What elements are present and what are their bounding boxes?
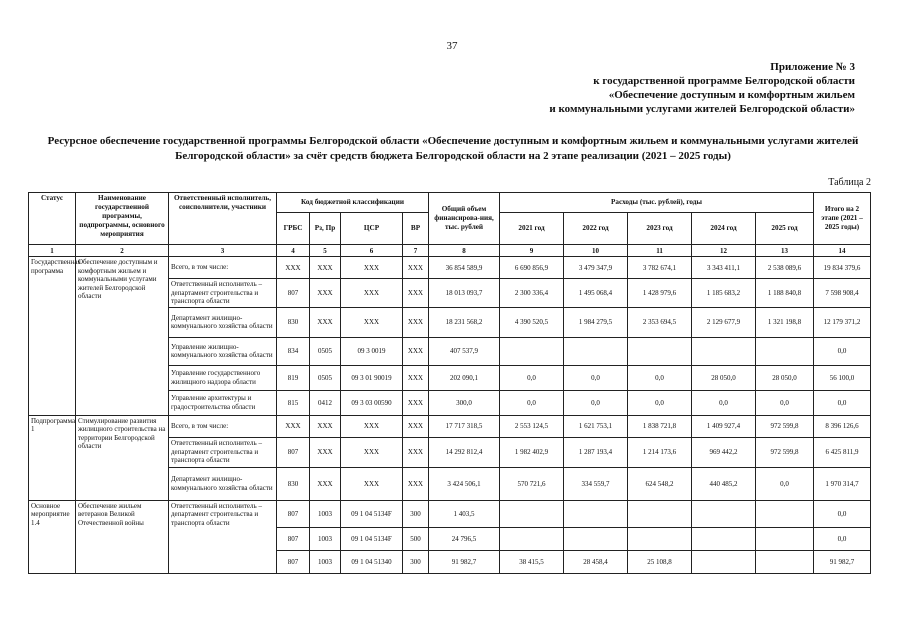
year-2023-cell: 2 353 694,5 — [628, 307, 692, 337]
appendix-line: Приложение № 3 — [770, 61, 855, 73]
rzpr-cell: 1003 — [310, 500, 341, 527]
column-number: 9 — [500, 245, 564, 257]
csr-cell: ХХХ — [341, 257, 403, 279]
grbs-cell: 807 — [277, 550, 310, 573]
vr-cell: ХХХ — [403, 307, 429, 337]
year-2025-cell — [756, 527, 814, 550]
rzpr-cell: ХХХ — [310, 307, 341, 337]
column-number: 8 — [429, 245, 500, 257]
column-number: 10 — [564, 245, 628, 257]
year-2024-cell: 2 129 677,9 — [692, 307, 756, 337]
year-2021-cell — [500, 500, 564, 527]
table-label: Таблица 2 — [828, 177, 871, 188]
column-number: 7 — [403, 245, 429, 257]
executor-cell: Управление архитектуры и градостроительства области — [169, 390, 277, 415]
grbs-cell: 834 — [277, 337, 310, 365]
header-vr: ВР — [403, 213, 429, 245]
column-number: 3 — [169, 245, 277, 257]
executor-cell: Департамент жилищно-коммунального хозяйства области — [169, 307, 277, 337]
rzpr-cell: 1003 — [310, 527, 341, 550]
year-2021-cell — [500, 337, 564, 365]
grbs-cell: 815 — [277, 390, 310, 415]
itogo-cell: 56 100,0 — [814, 365, 871, 390]
year-2023-cell — [628, 527, 692, 550]
program-name-cell: Обеспечение доступным и комфортным жильем и коммунальными услугами жителей Белгородской области — [76, 257, 169, 416]
total-cell: 91 982,7 — [429, 550, 500, 573]
vr-cell: ХХХ — [403, 279, 429, 308]
itogo-cell: 0,0 — [814, 527, 871, 550]
header-year-2021: 2021 год — [500, 213, 564, 245]
grbs-cell: 807 — [277, 279, 310, 308]
total-cell: 300,0 — [429, 390, 500, 415]
csr-cell: ХХХ — [341, 467, 403, 500]
header-year-2023: 2023 год — [628, 213, 692, 245]
header-rzpr: Рз, Пр — [310, 213, 341, 245]
total-cell: 18 231 568,2 — [429, 307, 500, 337]
csr-cell: ХХХ — [341, 307, 403, 337]
column-number: 6 — [341, 245, 403, 257]
rzpr-cell: 0505 — [310, 365, 341, 390]
header-grbs: ГРБС — [277, 213, 310, 245]
year-2024-cell: 1 409 927,4 — [692, 415, 756, 437]
itogo-cell: 0,0 — [814, 390, 871, 415]
year-2025-cell: 0,0 — [756, 467, 814, 500]
itogo-cell: 6 425 811,9 — [814, 437, 871, 467]
executor-cell: Ответственный исполнитель – департамент строительства и транспорта области — [169, 437, 277, 467]
rzpr-cell: ХХХ — [310, 279, 341, 308]
executor-cell: Управление государственного жилищного надзора области — [169, 365, 277, 390]
grbs-cell: 830 — [277, 307, 310, 337]
year-2024-cell: 440 485,2 — [692, 467, 756, 500]
header-year-2024: 2024 год — [692, 213, 756, 245]
year-2021-cell: 38 415,5 — [500, 550, 564, 573]
vr-cell: ХХХ — [403, 257, 429, 279]
year-2024-cell — [692, 527, 756, 550]
year-2022-cell: 3 479 347,9 — [564, 257, 628, 279]
total-cell: 14 292 812,4 — [429, 437, 500, 467]
total-cell: 24 796,5 — [429, 527, 500, 550]
header-year-2022: 2022 год — [564, 213, 628, 245]
year-2021-cell: 2 300 336,4 — [500, 279, 564, 308]
total-cell: 407 537,9 — [429, 337, 500, 365]
executor-cell: Ответственный исполнитель – департамент строительства и транспорта области — [169, 500, 277, 573]
year-2025-cell: 1 321 198,8 — [756, 307, 814, 337]
year-2024-cell: 3 343 411,1 — [692, 257, 756, 279]
year-2024-cell: 0,0 — [692, 390, 756, 415]
rzpr-cell: ХХХ — [310, 415, 341, 437]
year-2022-cell: 1 621 753,1 — [564, 415, 628, 437]
year-2023-cell: 25 108,8 — [628, 550, 692, 573]
year-2021-cell — [500, 527, 564, 550]
year-2024-cell — [692, 550, 756, 573]
rzpr-cell: 1003 — [310, 550, 341, 573]
csr-cell: 09 1 04 5134F — [341, 500, 403, 527]
appendix-line: «Обеспечение доступным и комфортным жильем — [608, 89, 855, 101]
grbs-cell: 807 — [277, 527, 310, 550]
year-2023-cell: 0,0 — [628, 390, 692, 415]
year-2022-cell — [564, 337, 628, 365]
rzpr-cell: 0412 — [310, 390, 341, 415]
year-2021-cell: 2 553 124,5 — [500, 415, 564, 437]
total-cell: 36 854 589,9 — [429, 257, 500, 279]
year-2022-cell: 0,0 — [564, 390, 628, 415]
csr-cell: ХХХ — [341, 279, 403, 308]
year-2022-cell: 0,0 — [564, 365, 628, 390]
header-year-2025: 2025 год — [756, 213, 814, 245]
year-2022-cell: 28 458,4 — [564, 550, 628, 573]
title-line: Ресурсное обеспечение государственной программы Белгородской области «Обеспечение доступным и комфортным жильем и коммунальными услугами жителей — [47, 135, 859, 147]
itogo-cell: 7 598 908,4 — [814, 279, 871, 308]
column-number: 4 — [277, 245, 310, 257]
column-number: 13 — [756, 245, 814, 257]
itogo-cell: 0,0 — [814, 337, 871, 365]
itogo-cell: 1 970 314,7 — [814, 467, 871, 500]
vr-cell: 500 — [403, 527, 429, 550]
grbs-cell: 830 — [277, 467, 310, 500]
total-cell: 1 403,5 — [429, 500, 500, 527]
column-number-row — [29, 245, 871, 257]
vr-cell: ХХХ — [403, 365, 429, 390]
appendix-line: и коммунальными услугами жителей Белгородской области» — [549, 103, 855, 115]
year-2021-cell: 6 690 856,9 — [500, 257, 564, 279]
csr-cell: 09 3 0019 — [341, 337, 403, 365]
header-status: Статус — [29, 193, 76, 245]
header-budget-code: Код бюджетной классификации — [277, 193, 429, 213]
table-row — [29, 415, 871, 437]
year-2023-cell — [628, 500, 692, 527]
year-2025-cell: 2 538 089,6 — [756, 257, 814, 279]
header-csr: ЦСР — [341, 213, 403, 245]
csr-cell: ХХХ — [341, 415, 403, 437]
year-2023-cell: 3 782 674,1 — [628, 257, 692, 279]
vr-cell: ХХХ — [403, 437, 429, 467]
vr-cell: ХХХ — [403, 390, 429, 415]
year-2022-cell: 1 495 068,4 — [564, 279, 628, 308]
year-2023-cell: 624 548,2 — [628, 467, 692, 500]
executor-cell: Всего, в том числе: — [169, 257, 277, 279]
year-2022-cell: 1 287 193,4 — [564, 437, 628, 467]
year-2024-cell: 1 185 683,2 — [692, 279, 756, 308]
column-number: 2 — [76, 245, 169, 257]
column-number: 1 — [29, 245, 76, 257]
executor-cell: Департамент жилищно-коммунального хозяйства области — [169, 467, 277, 500]
vr-cell: ХХХ — [403, 467, 429, 500]
csr-cell: 09 1 04 5134F — [341, 527, 403, 550]
total-cell: 18 013 093,7 — [429, 279, 500, 308]
vr-cell: ХХХ — [403, 415, 429, 437]
rzpr-cell: ХХХ — [310, 437, 341, 467]
resource-table — [28, 192, 871, 574]
total-cell: 202 090,1 — [429, 365, 500, 390]
page-number: 37 — [446, 40, 458, 52]
itogo-cell: 12 179 371,2 — [814, 307, 871, 337]
grbs-cell: 807 — [277, 437, 310, 467]
header-expenses: Расходы (тыс. рублей), годы — [500, 193, 814, 213]
year-2025-cell: 972 599,8 — [756, 415, 814, 437]
csr-cell: 09 3 01 90019 — [341, 365, 403, 390]
year-2023-cell: 0,0 — [628, 365, 692, 390]
table-row — [29, 257, 871, 279]
title-line: Белгородской области» за счёт средств бюджета Белгородской области на 2 этапе реализации (2021 – 2025 годы) — [175, 150, 731, 162]
grbs-cell: 807 — [277, 500, 310, 527]
table-row — [29, 500, 871, 527]
year-2025-cell: 1 188 840,8 — [756, 279, 814, 308]
year-2022-cell: 1 984 279,5 — [564, 307, 628, 337]
grbs-cell: ХХХ — [277, 415, 310, 437]
header-total: Общий объем финансирова-ния, тыс. рублей — [429, 193, 500, 245]
year-2024-cell: 969 442,2 — [692, 437, 756, 467]
year-2024-cell — [692, 500, 756, 527]
year-2025-cell: 28 050,0 — [756, 365, 814, 390]
status-cell: Подпрограмма 1 — [29, 415, 76, 500]
year-2023-cell: 1 214 173,6 — [628, 437, 692, 467]
header-itogo: Итого на 2 этапе (2021 – 2025 годы) — [814, 193, 871, 245]
year-2022-cell: 334 559,7 — [564, 467, 628, 500]
year-2021-cell: 4 390 520,5 — [500, 307, 564, 337]
year-2025-cell: 972 599,8 — [756, 437, 814, 467]
header-executor: Ответственный исполнитель, соисполнители, участники — [169, 193, 277, 245]
executor-cell: Ответственный исполнитель – департамент строительства и транспорта области — [169, 279, 277, 308]
year-2024-cell: 28 050,0 — [692, 365, 756, 390]
itogo-cell: 91 982,7 — [814, 550, 871, 573]
rzpr-cell: 0505 — [310, 337, 341, 365]
year-2021-cell: 1 982 402,9 — [500, 437, 564, 467]
vr-cell: 300 — [403, 550, 429, 573]
itogo-cell: 0,0 — [814, 500, 871, 527]
itogo-cell: 19 834 379,6 — [814, 257, 871, 279]
program-name-cell: Обеспечение жильем ветеранов Великой Отечественной войны — [76, 500, 169, 573]
column-number: 11 — [628, 245, 692, 257]
rzpr-cell: ХХХ — [310, 257, 341, 279]
csr-cell: 09 3 03 00590 — [341, 390, 403, 415]
total-cell: 3 424 506,1 — [429, 467, 500, 500]
status-cell: Основное мероприятие 1.4 — [29, 500, 76, 573]
vr-cell: ХХХ — [403, 337, 429, 365]
year-2021-cell: 0,0 — [500, 390, 564, 415]
csr-cell: ХХХ — [341, 437, 403, 467]
csr-cell: 09 1 04 51340 — [341, 550, 403, 573]
status-cell: Государственная программа — [29, 257, 76, 416]
grbs-cell: ХХХ — [277, 257, 310, 279]
year-2025-cell: 0,0 — [756, 390, 814, 415]
year-2023-cell: 1 838 721,8 — [628, 415, 692, 437]
executor-cell: Всего, в том числе: — [169, 415, 277, 437]
column-number: 12 — [692, 245, 756, 257]
header-name: Наименование государственной программы, подпрограммы, основного мероприятия — [76, 193, 169, 245]
year-2022-cell — [564, 500, 628, 527]
year-2025-cell — [756, 337, 814, 365]
year-2025-cell — [756, 500, 814, 527]
column-number: 5 — [310, 245, 341, 257]
year-2025-cell — [756, 550, 814, 573]
executor-cell: Управление жилищно-коммунального хозяйства области — [169, 337, 277, 365]
program-name-cell: Стимулирование развития жилищного строительства на территории Белгородской области — [76, 415, 169, 500]
rzpr-cell: ХХХ — [310, 467, 341, 500]
grbs-cell: 819 — [277, 365, 310, 390]
column-number: 14 — [814, 245, 871, 257]
appendix-header — [435, 60, 855, 116]
year-2023-cell — [628, 337, 692, 365]
total-cell: 17 717 318,5 — [429, 415, 500, 437]
document-title — [28, 134, 878, 164]
year-2021-cell: 570 721,6 — [500, 467, 564, 500]
vr-cell: 300 — [403, 500, 429, 527]
appendix-line: к государственной программе Белгородской области — [593, 75, 855, 87]
year-2021-cell: 0,0 — [500, 365, 564, 390]
itogo-cell: 8 396 126,6 — [814, 415, 871, 437]
year-2023-cell: 1 428 979,6 — [628, 279, 692, 308]
year-2024-cell — [692, 337, 756, 365]
year-2022-cell — [564, 527, 628, 550]
